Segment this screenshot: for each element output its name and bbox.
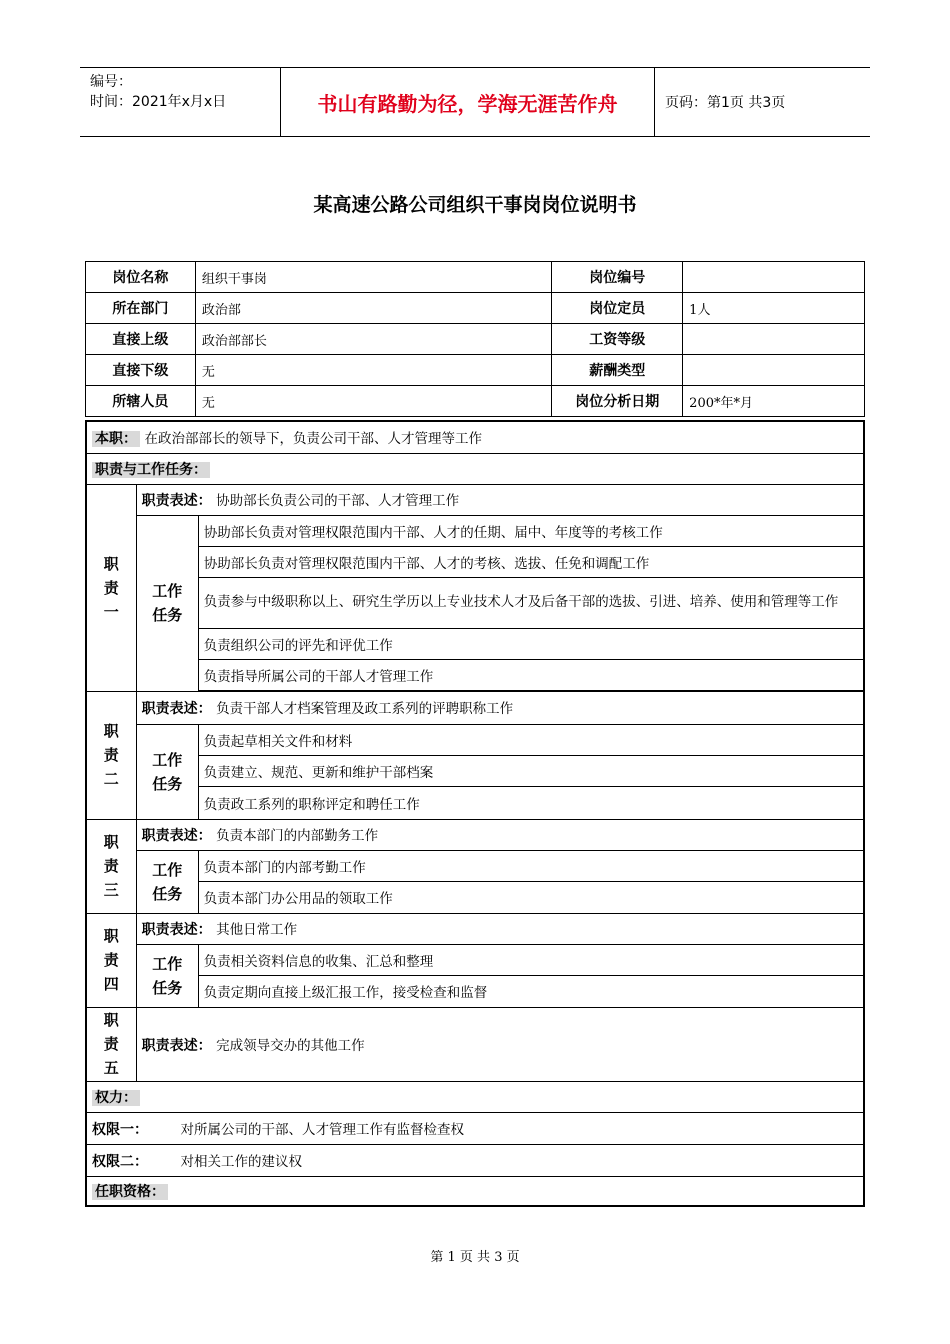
table-row: [86, 262, 865, 293]
duty-label-char: 职: [103, 722, 119, 740]
duty-desc-label: 职责表述：: [141, 493, 212, 509]
duty-5-label: [86, 1007, 136, 1081]
task-item: 负责定期向直接上级汇报工作，接受检查和监督: [198, 975, 864, 1007]
info-label: 直接下级: [86, 355, 196, 386]
table-row: [86, 819, 864, 850]
info-value: 1人: [683, 293, 865, 324]
duty-1-desc-row: [136, 484, 864, 515]
duty-label-char: 责: [103, 746, 119, 764]
task-item: 负责参与中级职称以上、研究生学历以上专业技术人才及后备干部的选拔、引进、培养、使用和管理等工作: [198, 577, 864, 628]
duty-label-char: 一: [103, 602, 119, 621]
info-value: [683, 355, 865, 386]
duty-label-char: 责: [103, 578, 119, 597]
info-value: 无: [195, 355, 551, 386]
task-item: 负责组织公司的评先和评优工作: [198, 628, 864, 659]
table-row: [86, 577, 864, 628]
authority-2-text: 对相关工作的建议权: [180, 1153, 302, 1170]
task-item: 协助部长负责对管理权限范围内干部、人才的考核、选拔、任免和调配工作: [198, 546, 864, 577]
info-value: [683, 324, 865, 355]
table-row: [86, 1007, 864, 1081]
table-row: [86, 881, 864, 913]
document-title: 某高速公路公司组织干事岗岗位说明书: [313, 194, 637, 216]
task-item: 负责建立、规范、更新和维护干部档案: [198, 755, 864, 786]
header-motto: 书山有路勤为径，学海无涯苦作舟: [281, 68, 655, 136]
duties-header: 职责与工作任务：: [92, 462, 210, 478]
page-header: [80, 67, 870, 137]
duty-label-char: 四: [103, 975, 119, 993]
table-row: [86, 324, 865, 355]
info-value: 政治部部长: [195, 324, 551, 355]
table-row: [86, 850, 864, 881]
header-page-label: 页码：第1页 共3页: [665, 95, 786, 111]
task-item: 负责本部门办公用品的领取工作: [198, 881, 864, 913]
info-value: 组织干事岗: [195, 262, 551, 293]
table-row: [86, 975, 864, 1007]
task-label-line: 工作: [152, 860, 183, 879]
doc-number-label: 编号：: [90, 74, 132, 90]
table-row: [86, 1144, 864, 1176]
authority-2-label: 权限二：: [92, 1153, 148, 1170]
duty-desc-label: 职责表述：: [141, 922, 212, 938]
table-row: [86, 546, 864, 577]
table-row: [86, 1081, 864, 1112]
table-row: [86, 913, 864, 944]
duty-desc-text: 其他日常工作: [216, 922, 298, 938]
duty-1-label: [86, 484, 136, 691]
table-row: [86, 628, 864, 659]
info-label: 岗位定员: [552, 293, 683, 324]
duty-3-label: [86, 819, 136, 913]
task-item: 协助部长负责对管理权限范围内干部、人才的任期、届中、年度等的考核工作: [198, 515, 864, 546]
duty-desc-label: 职责表述：: [141, 828, 212, 844]
task-label-line: 工作: [152, 750, 183, 769]
duty-desc-label: 职责表述：: [141, 1037, 212, 1054]
duties-table: [85, 420, 865, 1207]
info-value: [683, 262, 865, 293]
duty-4-desc-row: [136, 913, 864, 944]
duty-desc-label: 职责表述：: [141, 701, 212, 717]
duty-desc-text: 负责干部人才档案管理及政工系列的评聘职称工作: [216, 701, 514, 717]
info-label: 工资等级: [552, 324, 683, 355]
table-row: [86, 1112, 864, 1144]
info-label: 直接上级: [86, 324, 196, 355]
table-row: [86, 724, 864, 755]
table-row: [86, 421, 864, 453]
duty-2-desc-row: [136, 691, 864, 724]
duty-5-desc-row: [136, 1007, 864, 1081]
authority-header-row: [86, 1081, 864, 1112]
task-item: 负责相关资料信息的收集、汇总和整理: [198, 944, 864, 975]
duty-label-char: 三: [103, 881, 119, 899]
basic-info-table: [85, 261, 865, 417]
benzhi-label: 本职：: [92, 431, 140, 447]
task-item: 负责起草相关文件和材料: [198, 724, 864, 755]
duty-desc-text: 协助部长负责公司的干部、人才管理工作: [216, 493, 460, 509]
info-value: 200*年*月: [683, 386, 865, 417]
task-label-line: 任务: [152, 606, 183, 624]
duty-label-char: 职: [103, 554, 119, 573]
benzhi-text: 在政治部部长的领导下，负责公司干部、人才管理等工作: [144, 430, 482, 447]
info-label: 岗位名称: [86, 262, 196, 293]
table-row: [86, 944, 864, 975]
info-value: 无: [195, 386, 551, 417]
task-label-line: 工作: [152, 954, 183, 973]
task-item: 负责本部门的内部考勤工作: [198, 850, 864, 881]
info-label: 岗位分析日期: [552, 386, 683, 417]
table-row: [86, 755, 864, 786]
duty-label-char: 责: [103, 1035, 119, 1053]
qualification-header-row: [86, 1176, 864, 1206]
table-row: [86, 659, 864, 690]
duty-label-char: 职: [103, 1011, 119, 1029]
duty-3-desc-row: [136, 819, 864, 850]
info-label: 所在部门: [86, 293, 196, 324]
duty-2-task-label: [136, 724, 198, 819]
duty-label-char: 五: [103, 1059, 119, 1077]
task-label-line: 任务: [152, 978, 183, 997]
duty-4-label: [86, 913, 136, 1007]
info-label: 薪酬类型: [552, 355, 683, 386]
authority-1-text: 对所属公司的干部、人才管理工作有监督检查权: [180, 1121, 464, 1138]
duty-label-char: 二: [103, 770, 119, 788]
duty-desc-text: 负责本部门的内部勤务工作: [216, 828, 379, 844]
duty-2-label: [86, 691, 136, 819]
duty-4-task-label: [136, 944, 198, 1007]
table-row: [86, 515, 864, 546]
benzhi-row: [86, 421, 864, 453]
duties-header-row: [86, 453, 864, 484]
authority-2-row: [86, 1144, 864, 1176]
task-label-line: 工作: [152, 582, 183, 600]
info-value: 政治部: [195, 293, 551, 324]
task-item: 负责指导所属公司的干部人才管理工作: [198, 659, 864, 690]
table-row: [86, 355, 865, 386]
header-meta: [80, 68, 281, 136]
task-item: 负责政工系列的职称评定和聘任工作: [198, 786, 864, 819]
page-footer: 第 1 页 共 3 页: [430, 1250, 520, 1265]
authority-header: 权力：: [92, 1090, 140, 1106]
duty-1-task-label: [136, 515, 198, 691]
duty-label-char: 职: [103, 927, 119, 945]
table-row: [86, 1176, 864, 1206]
duty-label-char: 职: [103, 833, 119, 851]
duty-label-char: 责: [103, 951, 119, 969]
table-row: [86, 786, 864, 819]
duty-3-task-label: [136, 850, 198, 913]
table-row: [86, 484, 864, 515]
qualification-header: 任职资格：: [92, 1184, 168, 1200]
table-row: [86, 453, 864, 484]
info-label: 所辖人员: [86, 386, 196, 417]
task-label-line: 任务: [152, 774, 183, 793]
doc-time-label: 时间：2021年x月x日: [90, 94, 227, 110]
duty-desc-text: 完成领导交办的其他工作: [216, 1037, 365, 1054]
task-label-line: 任务: [152, 884, 183, 903]
duty-label-char: 责: [103, 857, 119, 875]
table-row: [86, 293, 865, 324]
authority-1-label: 权限一：: [92, 1121, 148, 1138]
info-label: 岗位编号: [552, 262, 683, 293]
table-row: [86, 691, 864, 724]
authority-1-row: [86, 1112, 864, 1144]
table-row: [86, 386, 865, 417]
